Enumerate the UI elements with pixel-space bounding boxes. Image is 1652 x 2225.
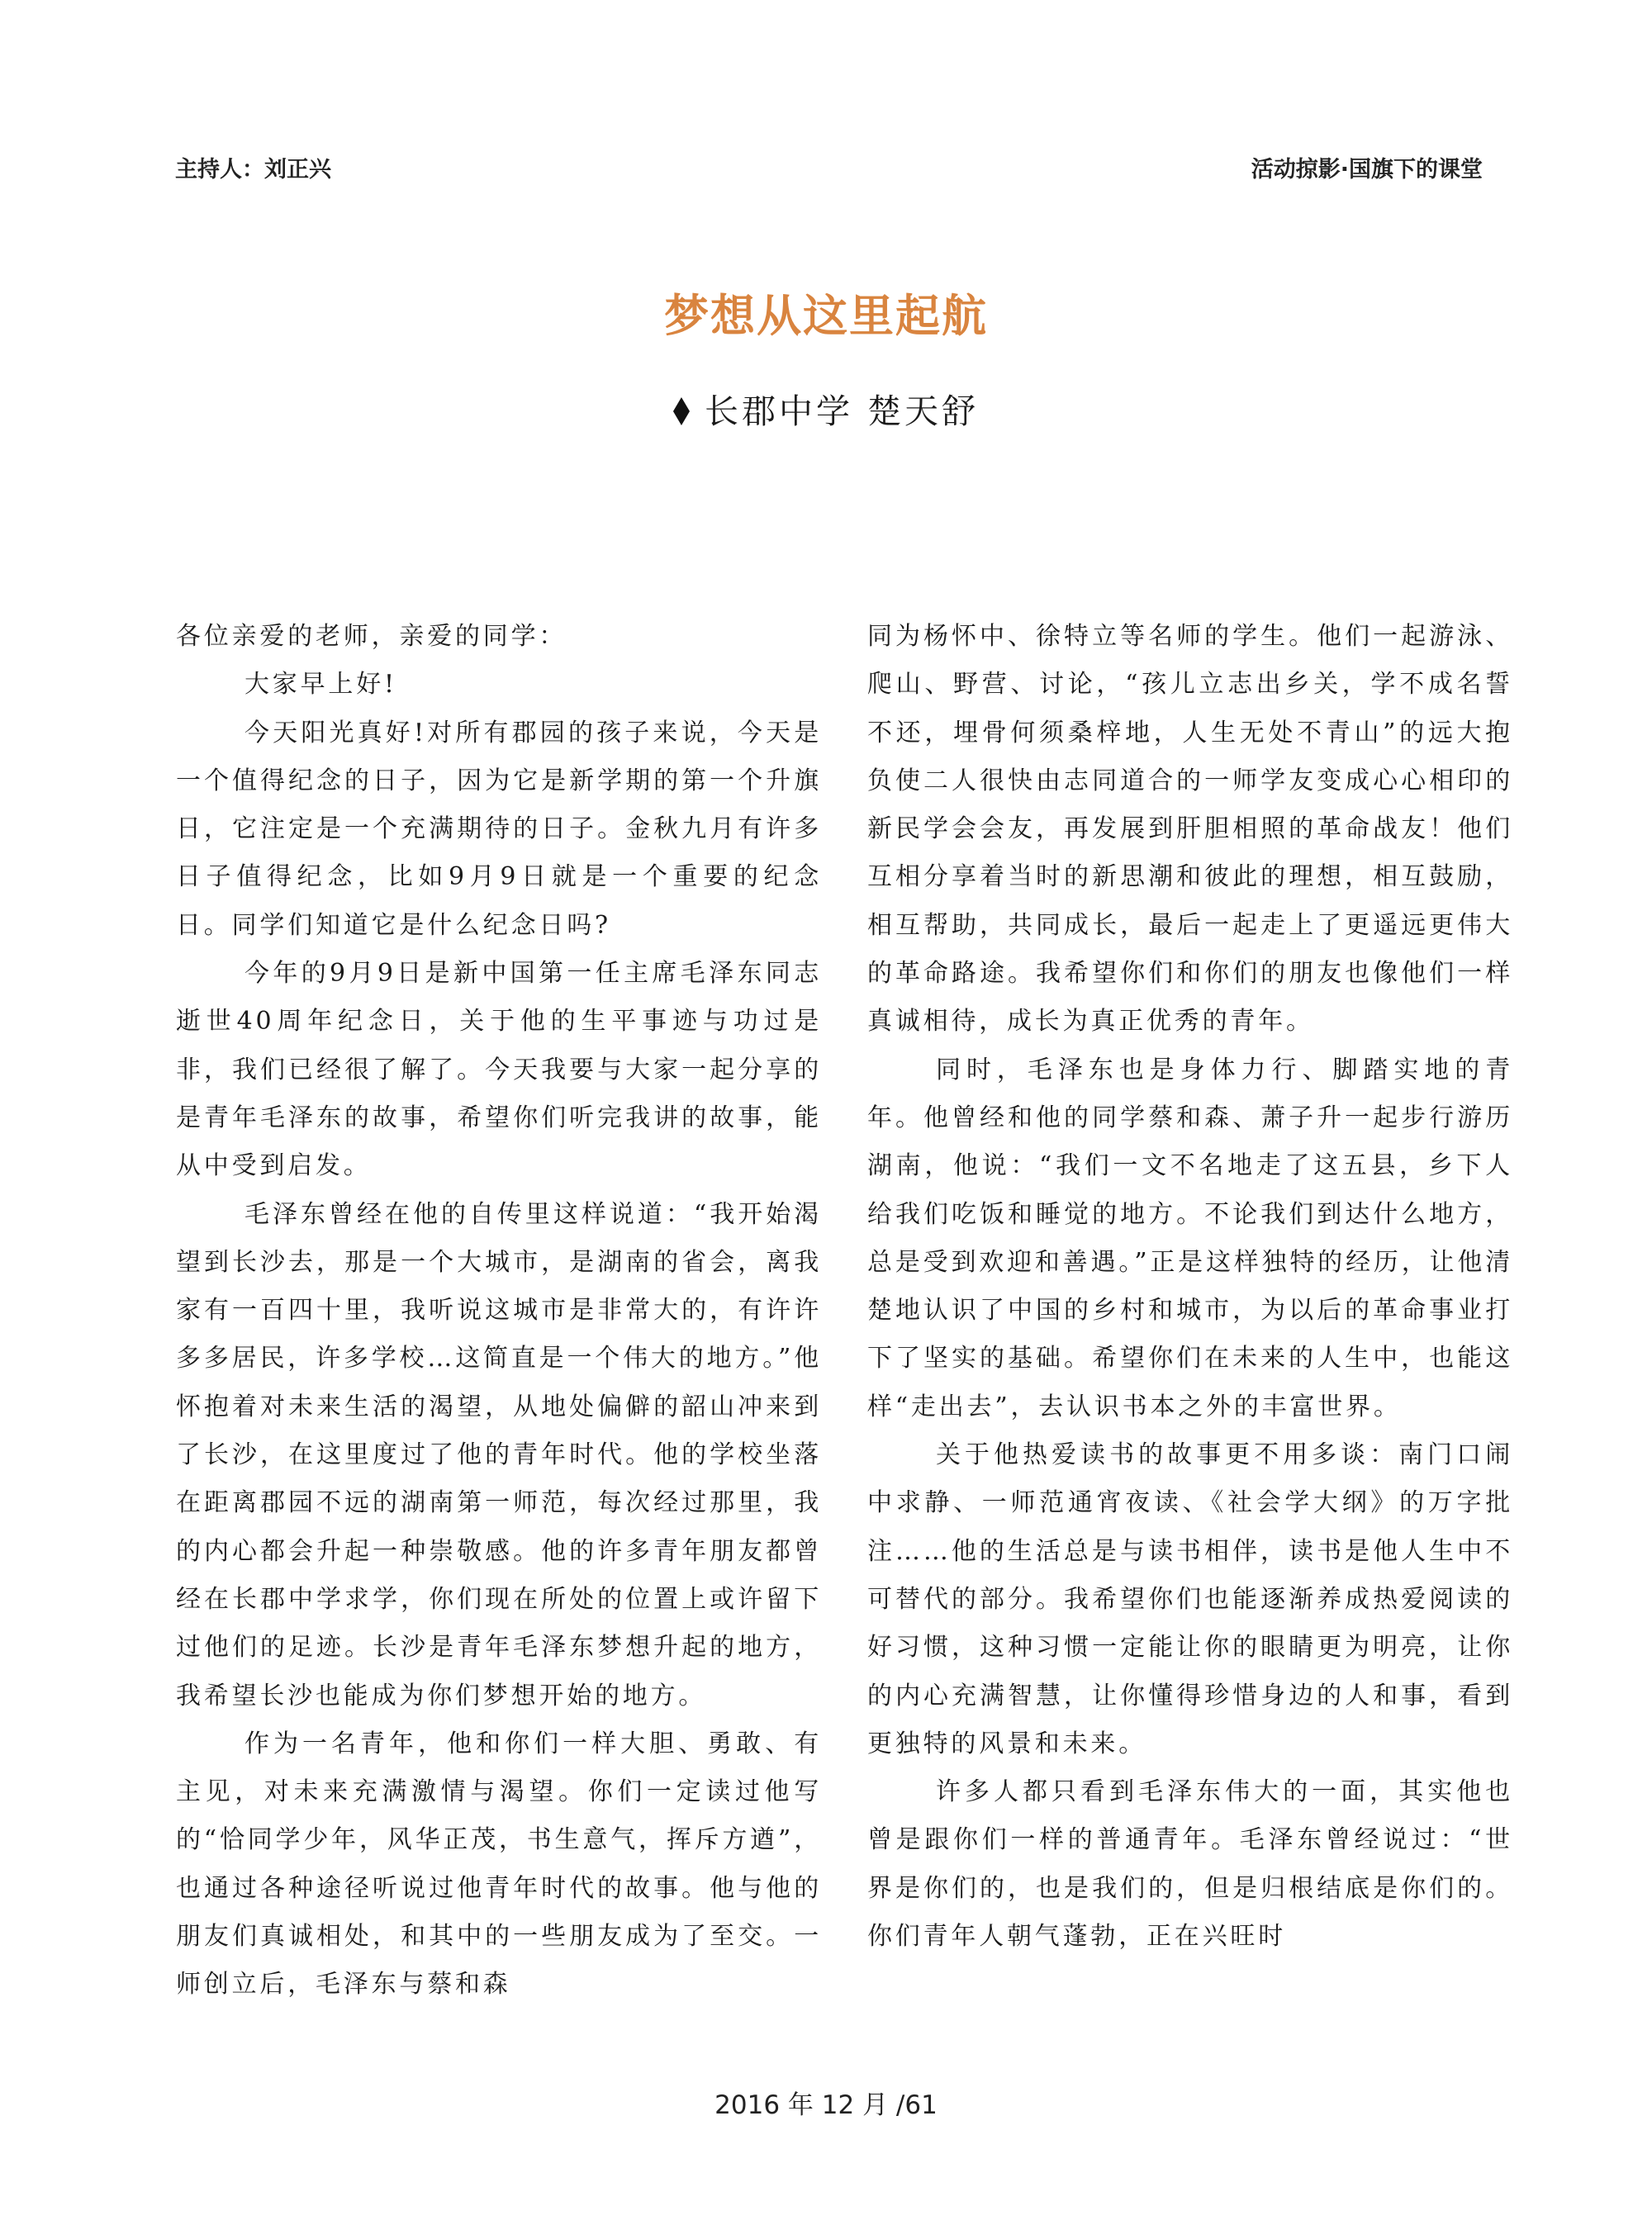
paragraph: 关于他热爱读书的故事更不用多谈：南门口闹中求静、一师范通宵夜读、《社会学大纲》的万字批注……他的生活总是与读书相伴，读书是他人生中不可替代的部分。我希望你们也能逐渐养成热爱阅读的好习惯，这种习惯一定能让你的眼睛更为明亮，让你的内心充满智慧，让你懂得珍惜身边的人和事，看到更独特的风景和未来。 bbox=[867, 1440, 1513, 1758]
paragraph: 毛泽东曾经在他的自传里这样说道：“我开始渴望到长沙去，那是一个大城市，是湖南的省会，离我家有一百四十里，我听说这城市是非常大的，有许许多多居民，许多学校…这简直是一个伟大的地方。”他怀抱着对未来生活的渴望，从地处偏僻的韶山冲来到了长沙，在这里度过了他的青年时代。他的学校坐落在距离郡园不远的湖南第一师范，每次经过那里，我的内心都会升起一种崇敬感。他的许多青年朋友都曾经在长郡中学求学，你们现在所处的位置上或许留下过他们的足迹。长沙是青年毛泽东梦想升起的地方，我希望长沙也能成为你们梦想开始的地方。 bbox=[176, 1199, 822, 1710]
paragraph: 大家早上好! bbox=[244, 670, 397, 700]
paragraph: 同为杨怀中、徐特立等名师的学生。他们一起游泳、爬山、野营、讨论，“孩儿立志出乡关，学不成名誓不还，埋骨何须桑梓地，人生无处不青山”的远大抱负使二人很快由志同道合的一师学友变成心心相印的新民学会会友，再发展到肝胆相照的革命战友！他们互相分享着当时的新思潮和彼此的理想，相互鼓励，相互帮助，共同成长，最后一起走上了更遥远更伟大的革命路途。我希望你们和你们的朋友也像他们一样真诚相待，成长为真正优秀的青年。 bbox=[867, 622, 1513, 1037]
paragraph: 作为一名青年，他和你们一样大胆、勇敢、有主见，对未来充满激情与渴望。你们一定读过他写的“恰同学少年，风华正茂，书生意气，挥斥方遒”，也通过各种途径听说过他青年时代的故事。他与他的朋友们真诚相处，和其中的一些朋友成为了至交。一师创立后，毛泽东与蔡和森 bbox=[176, 1729, 822, 2000]
diamond-bullet-icon bbox=[673, 397, 690, 425]
article-byline bbox=[0, 384, 1652, 433]
right-column bbox=[867, 613, 1513, 1961]
article-title: 梦想从这里起航 bbox=[664, 289, 988, 342]
paragraph: 各位亲爱的老师，亲爱的同学： bbox=[176, 622, 567, 651]
header-host: 主持人：刘正兴 bbox=[175, 157, 331, 183]
left-column bbox=[176, 613, 822, 2009]
page-footer: 2016 年 12 月 /61 bbox=[714, 2090, 938, 2120]
author-text: 长郡中学 楚天舒 bbox=[704, 391, 980, 431]
header-section: 活动掠影·国旗下的课堂 bbox=[1251, 157, 1483, 183]
paragraph: 今天阳光真好!对所有郡园的孩子来说，今天是一个值得纪念的日子，因为它是新学期的第一个升旗日，它注定是一个充满期待的日子。金秋九月有许多日子值得纪念，比如9月9日就是一个重要的纪念日。同学们知道它是什么纪念日吗? bbox=[176, 718, 822, 940]
paragraph: 许多人都只看到毛泽东伟大的一面，其实他也曾是跟你们一样的普通青年。毛泽东曾经说过：“世界是你们的，也是我们的，但是归根结底是你们的。你们青年人朝气蓬勃，正在兴旺时 bbox=[867, 1777, 1513, 1952]
paragraph: 同时，毛泽东也是身体力行、脚踏实地的青年。他曾经和他的同学蔡和森、萧子升一起步行游历湖南，他说：“我们一文不名地走了这五县，乡下人给我们吃饭和睡觉的地方。不论我们到达什么地方，总是受到欢迎和善遇。”正是这样独特的经历，让他清楚地认识了中国的乡村和城市，为以后的革命事业打下了坚实的基础。希望你们在未来的人生中，也能这样“走出去”，去认识书本之外的丰富世界。 bbox=[867, 1055, 1513, 1421]
paragraph: 今年的9月9日是新中国第一任主席毛泽东同志逝世40周年纪念日，关于他的生平事迹与功过是非，我们已经很了解了。今天我要与大家一起分享的是青年毛泽东的故事，希望你们听完我讲的故事，能从中受到启发。 bbox=[176, 959, 822, 1181]
